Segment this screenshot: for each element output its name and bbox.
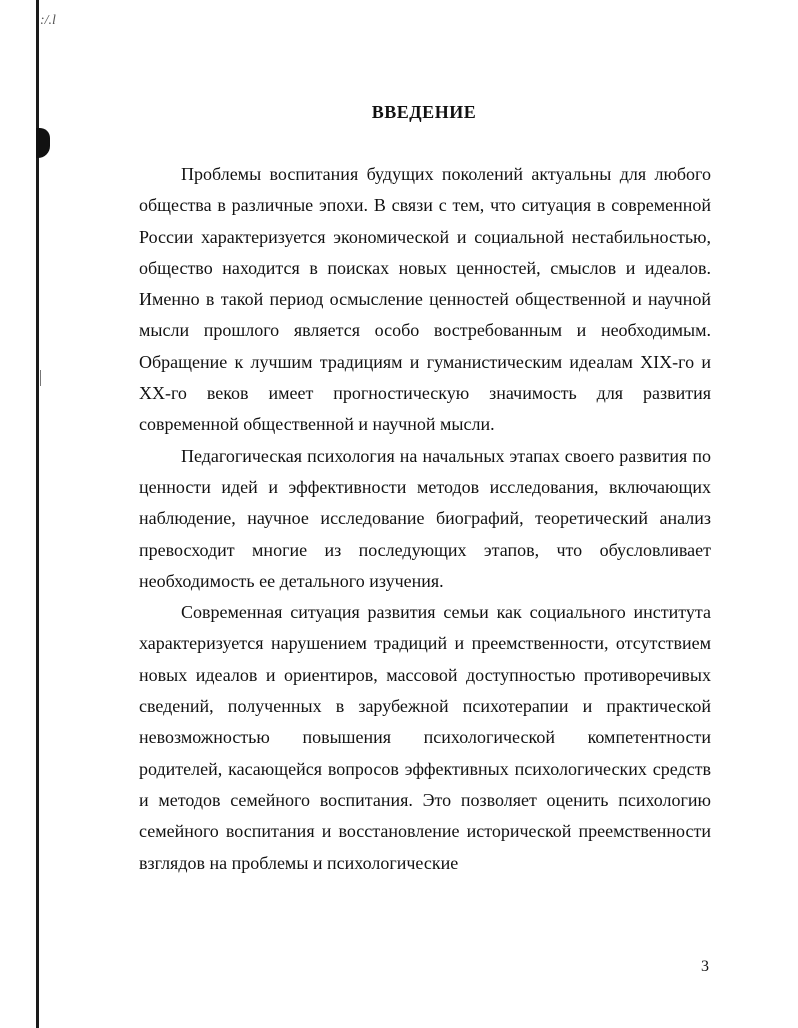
page-number: 3 xyxy=(701,958,709,975)
page-title: ВВЕДЕНИЕ xyxy=(371,102,477,122)
body-text xyxy=(139,159,711,879)
scan-margin-mark: :/.l xyxy=(40,13,56,28)
paragraph: Современная ситуация развития семьи как социального института характеризуется нарушением традиций и преемственности, отсутствием новых идеалов и ориентиров, массовой доступностью противоречивых сведений, полученных в зарубежной психотерапии и практической невозможностью повышения психологической компетентности родителей, касающейся вопросов эффективных психологических средств и методов семейного воспитания. Это позволяет оценить психологию семейного воспитания и восстановление исторической преемственности взглядов на проблемы и психологические xyxy=(139,602,711,873)
paragraph: Педагогическая психология на начальных этапах своего развития по ценности идей и эффективности методов исследования, включающих наблюдение, научное исследование биографий, теоретический анализ превосходит многие из последующих этапов, что обусловливает необходимость ее детального изучения. xyxy=(139,445,711,591)
paragraph: Проблемы воспитания будущих поколений актуальны для любого общества в различные эпохи. В связи с тем, что ситуация в современной России характеризуется экономической и социальной нестабильностью, общество находится в поисках новых ценностей, смыслов и идеалов. Именно в такой период осмысление ценностей общественной и научной мысли прошлого является особо востребованным и необходимым. Обращение к лучшим традициям и гуманистическим идеалам XIX-го и XX-го веков имеет прогностическую значимость для развития современной общественной и научной мысли. xyxy=(139,164,711,435)
scan-ink-blot xyxy=(36,128,50,158)
scan-margin-tick xyxy=(40,370,45,386)
